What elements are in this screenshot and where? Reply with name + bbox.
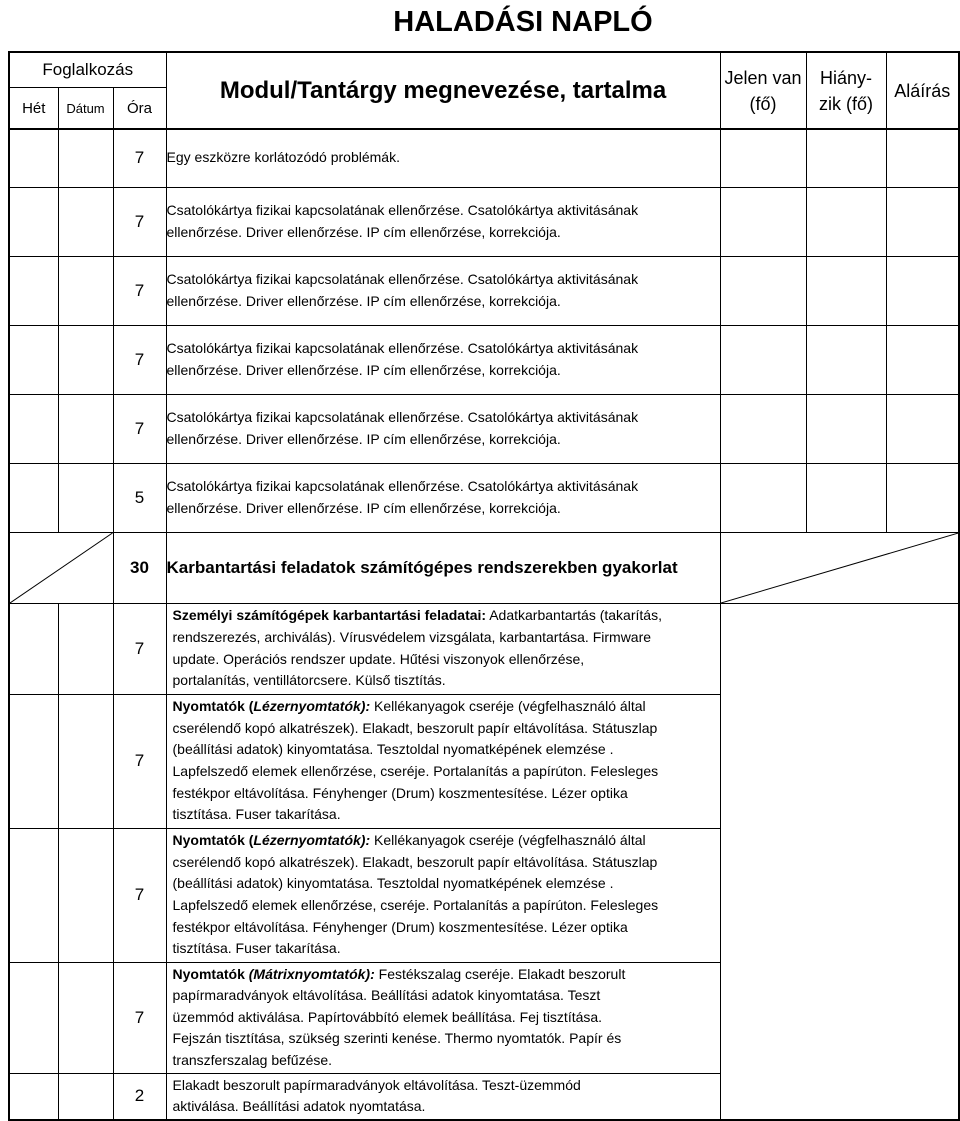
table-row [9,394,959,463]
hours-cell: 7 [113,603,166,694]
hours-cell: 7 [113,694,166,828]
row-text-line: Lapfelszedő elemek ellenőrzése, cseréje. Portalanítás a papírúton. Felesleges [172,763,659,779]
row-text-line: festékpor eltávolítása. Fényhenger (Drum) koszmentesítése. Lézer optika [172,918,628,935]
row-text-line: Nyomtatók (Mátrixnyomtatók): Festékszalag cseréje. Elakadt beszorult [172,965,626,982]
hours-cell: 7 [113,962,166,1073]
hours-cell: 7 [113,129,166,187]
hours-cell: 7 [113,828,166,962]
table-row [9,325,959,394]
hours-cell: 7 [113,325,166,394]
row-text-line: Személyi számítógépek karbantartási feladatai: Adatkarbantartás (takarítás, [172,607,662,624]
hours-cell: 7 [113,394,166,463]
table-row [9,694,959,828]
progress-log-table [8,51,960,1121]
row-text-line: Csatolókártya fizikai kapcsolatának ellenőrzése. Csatolókártya aktivitásának [166,270,639,287]
diagonal-line [10,533,113,603]
row-text-line: papírmaradványok eltávolítása. Beállítási adatok kinyomtatása. Teszt [172,987,601,1004]
table-row [9,603,959,694]
row-text-line: ellenőrzése. Driver ellenőrzése. IP cím ellenőrzése, korrekciója. [166,292,561,309]
header-group-sessions: Foglalkozás [9,52,166,88]
diagonal-line [721,533,959,603]
module-hours: 30 [113,532,166,603]
table-row [9,187,959,256]
row-text-line: Csatolókártya fizikai kapcsolatának ellenőrzése. Csatolókártya aktivitásának [166,339,639,356]
header-date: Dátum [58,88,113,130]
row-text-line: update. Operációs rendszer update. Hűtési viszonyok ellenőrzése, [172,650,585,667]
row-text-line: Csatolókártya fizikai kapcsolatának ellenőrzése. Csatolókártya aktivitásának [166,408,639,425]
row-text-line: cserélendő kopó alkatrészek). Elakadt, beszorult papír eltávolítása. Státuszlap [172,719,658,736]
row-text-line: ellenőrzése. Driver ellenőrzése. IP cím ellenőrzése, korrekciója. [166,223,561,240]
table-row [9,129,959,187]
table-row [9,962,959,1073]
row-text-line: aktiválása. Beállítási adatok nyomtatása. [172,1098,426,1115]
row-text-line: rendszerezés, archiválás). Vírusvédelem vizsgálata, karbantartása. Firmware [172,628,652,645]
page-title: HALADÁSI NAPLÓ [393,6,653,38]
header-present: Jelen van (fő) [720,52,806,129]
header-week: Hét [9,88,58,130]
row-text-line: Fejszán tisztítása, szükség szerinti kenése. Thermo nyomtatók. Papír és [172,1030,622,1047]
hours-cell: 7 [113,256,166,325]
row-text-line: tisztítása. Fuser takarítása. [172,806,341,823]
table-row [9,463,959,532]
row-text-line: Elakadt beszorult papírmaradványok eltávolítása. Teszt-üzemmód [172,1076,581,1093]
row-text-line: (beállítási adatok) kinyomtatása. Tesztoldal nyomatképének elemzése . [172,875,614,892]
module-title: Karbantartási feladatok számítógépes rendszerekben gyakorlat [166,532,720,603]
header-hours: Óra [113,88,166,130]
header-absent: Hiány- zik (fő) [806,52,886,129]
row-text-line: ellenőrzése. Driver ellenőrzése. IP cím ellenőrzése, korrekciója. [166,499,561,516]
row-text-line: Nyomtatók (Lézernyomtatók): Kellékanyagok cseréje (végfelhasználó által [172,698,646,715]
row-text-line: portalanítás, ventillátorcsere. Külső tisztítás. [172,672,446,689]
hours-cell: 2 [113,1073,166,1120]
row-text-line: ellenőrzése. Driver ellenőrzése. IP cím ellenőrzése, korrekciója. [166,430,561,447]
row-text-line: tisztítása. Fuser takarítása. [172,940,341,957]
header-signature: Aláírás [886,52,959,129]
row-text-line: festékpor eltávolítása. Fényhenger (Drum) koszmentesítése. Lézer optika [172,784,628,801]
row-text-line: Csatolókártya fizikai kapcsolatának ellenőrzése. Csatolókártya aktivitásának [166,477,639,494]
hours-cell: 7 [113,187,166,256]
row-text-line: üzemmód aktiválása. Papírtovábbító elemek beállítása. Fej tisztítása. [172,1008,603,1025]
row-text: Egy eszközre korlátozódó problémák. [166,149,400,166]
table-row [9,256,959,325]
table-row [9,828,959,962]
hours-cell: 5 [113,463,166,532]
row-text-line: transzferszalag befűzése. [172,1051,333,1068]
row-text-line: (beállítási adatok) kinyomtatása. Tesztoldal nyomatképének elemzése . [172,741,614,758]
row-text-line: Lapfelszedő elemek ellenőrzése, cseréje. Portalanítás a papírúton. Felesleges [172,897,659,913]
row-text-line: ellenőrzése. Driver ellenőrzése. IP cím ellenőrzése, korrekciója. [166,361,561,378]
row-text-line: cserélendő kopó alkatrészek). Elakadt, beszorult papír eltávolítása. Státuszlap [172,853,658,870]
module-row [9,532,959,603]
row-text-line: Nyomtatók (Lézernyomtatók): Kellékanyagok cseréje (végfelhasználó által [172,832,646,849]
row-text-line: Csatolókártya fizikai kapcsolatának ellenőrzése. Csatolókártya aktivitásának [166,201,639,218]
header-content: Modul/Tantárgy megnevezése, tartalma [166,52,720,129]
table-row [9,1073,959,1120]
